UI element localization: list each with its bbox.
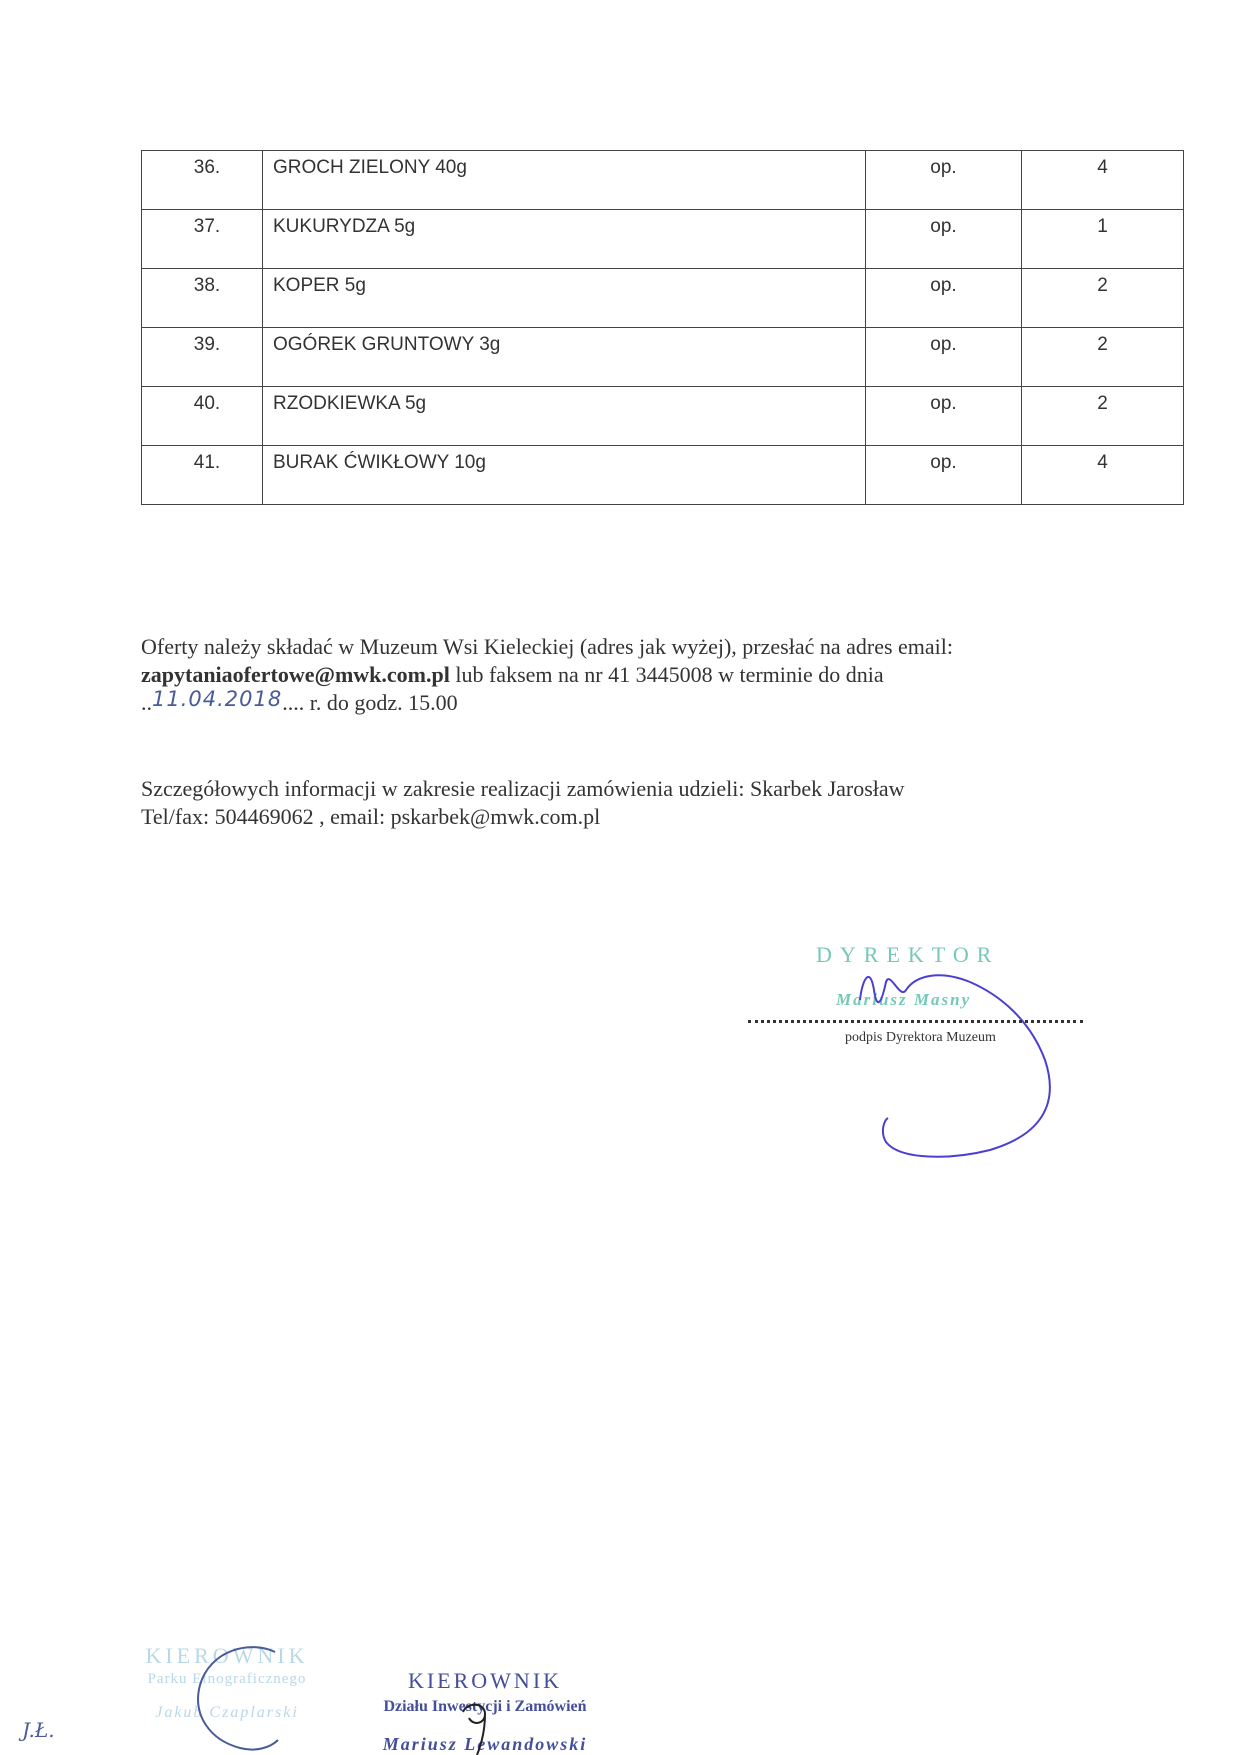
item-quantity: 4 [1022, 446, 1184, 505]
offers-line-1: Oferty należy składać w Muzeum Wsi Kieleckiej (adres jak wyżej), przesłać na adres email: [141, 634, 954, 659]
row-number: 38. [142, 269, 263, 328]
row-number: 37. [142, 210, 263, 269]
contact-info-line-1: Szczegółowych informacji w zakresie realizacji zamówienia udzieli: Skarbek Jarosław [141, 776, 905, 801]
offers-paragraph [141, 633, 1101, 717]
director-signature-caption: podpis Dyrektora Muzeum [845, 1030, 996, 1045]
item-name: BURAK ĆWIKŁOWY 10g [263, 446, 866, 505]
item-name: KUKURYDZA 5g [263, 210, 866, 269]
row-number: 41. [142, 446, 263, 505]
table-row [142, 151, 1184, 210]
deadline-text: .... r. do godz. 15.00 [282, 690, 458, 715]
item-unit: op. [866, 151, 1022, 210]
item-quantity: 2 [1022, 328, 1184, 387]
table-row [142, 446, 1184, 505]
table-row [142, 269, 1184, 328]
investment-stamp-name: Mariusz Lewandowski [382, 1734, 588, 1754]
item-quantity: 2 [1022, 387, 1184, 446]
items-table [141, 150, 1184, 505]
row-number: 39. [142, 328, 263, 387]
item-name: GROCH ZIELONY 40g [263, 151, 866, 210]
item-unit: op. [866, 269, 1022, 328]
table-body [142, 151, 1184, 505]
item-quantity: 2 [1022, 269, 1184, 328]
table-row [142, 210, 1184, 269]
director-stamp-title: DYREKTOR [816, 942, 1000, 967]
item-unit: op. [866, 210, 1022, 269]
signature-dotted-line [748, 1020, 1083, 1023]
row-number: 36. [142, 151, 263, 210]
item-unit: op. [866, 328, 1022, 387]
item-quantity: 4 [1022, 151, 1184, 210]
row-number: 40. [142, 387, 263, 446]
item-name: RZODKIEWKA 5g [263, 387, 866, 446]
item-quantity: 1 [1022, 210, 1184, 269]
handwritten-initials: J.Ł. [22, 1718, 55, 1742]
offers-email-link[interactable]: zapytaniaofertowe@mwk.com.pl [141, 662, 450, 687]
director-signature [840, 960, 1090, 1180]
offers-line-2: lub faksem na nr 41 3445008 w terminie do dnia [449, 662, 884, 687]
investment-stamp-subtitle: Działu Inwestycji i Zamówień [383, 1698, 587, 1715]
park-stamp-name: Jakub Czaplarski [155, 1704, 299, 1721]
item-name: OGÓREK GRUNTOWY 3g [263, 328, 866, 387]
contact-info-line-2: Tel/fax: 504469062 , email: pskarbek@mwk.com.pl [141, 804, 601, 829]
item-name: KOPER 5g [263, 269, 866, 328]
table-row [142, 328, 1184, 387]
director-stamp-name: Mariusz Masny [836, 990, 972, 1009]
handwritten-date: 11.04.2018 [152, 687, 283, 711]
date-prefix: .. [141, 690, 152, 715]
park-manager-signature [180, 1640, 290, 1755]
item-unit: op. [866, 387, 1022, 446]
investment-stamp-title: KIEROWNIK [407, 1668, 563, 1693]
contact-info-paragraph [141, 775, 1101, 831]
park-stamp-subtitle: Parku Etnograficznego [147, 1671, 307, 1687]
item-unit: op. [866, 446, 1022, 505]
park-stamp-title: KIEROWNIK [145, 1643, 309, 1668]
investment-manager-signature [455, 1700, 505, 1755]
table-row [142, 387, 1184, 446]
